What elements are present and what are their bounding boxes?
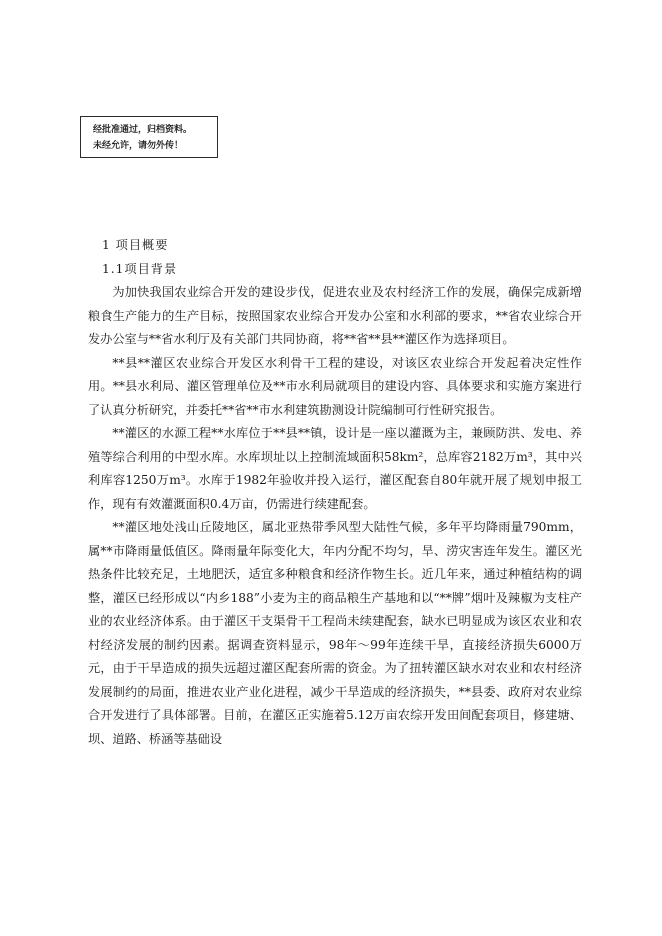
paragraph-3: **灌区的水源工程**水库位于**县**镇，设计是一座以灌溉为主，兼顾防洪、发电、养殖等综合利用的中型水库。水库坝址以上控制流域面积58km²，总库容2182万m³，其中兴利库容1250万m³。水库于1982年验收并投入运行，灌区配套自80年就开展了规划申报工作，现有有效灌溉面积0.4万亩，仍需进行续建配套。 bbox=[88, 426, 582, 511]
section-subheading: 1.1项目背景 bbox=[102, 261, 178, 276]
notice-line-2: 未经允许，请勿外传！ bbox=[93, 141, 184, 151]
confidential-notice-box bbox=[80, 116, 218, 158]
paragraph-4: **灌区地处浅山丘陵地区，属北亚热带季风型大陆性气候，多年平均降雨量790mm，属**市降雨量低值区。降雨量年际变化大，年内分配不均匀，旱、涝灾害连年发生。灌区光热条件比较充足，土地肥沃，适宜多种粮食和经济作物生长。近几年来，通过种植结构的调整，灌区已经形成以“内乡188”小麦为主的商品粮生产基地和以“**牌”烟叶及辣椒为支柱产业的农业经济体系。由于灌区干支渠骨干工程尚未续建配套，缺水已明显成为该区农业和农村经济发展的制约因素。据调查资料显示，98年～99年连续干旱，直接经济损失6000万元，由于干旱造成的损失远超过灌区配套所需的资金。为了扭转灌区缺水对农业和农村经济发展制约的局面，推进农业产业化进程，减少干旱造成的经济损失，**县委、政府对农业综合开发进行了具体部署。目前，在灌区正实施着5.12万亩农综开发田间配套项目，修建塘、坝、道路、桥涵等基础设 bbox=[88, 520, 582, 746]
paragraph-1: 为加快我国农业综合开发的建设步伐，促进农业及农村经济工作的发展，确保完成新增粮食生产能力的生产目标，按照国家农业综合开发办公室和水利部的要求，**省农业综合开发办公室与**省水利厅及有关部门共同协商，将**省**县**灌区作为选择项目。 bbox=[88, 285, 582, 346]
paragraph-2: **县**灌区农业综合开发区水利骨干工程的建设，对该区农业综合开发起着决定性作用。**县水利局、灌区管理单位及**市水利局就项目的建设内容、具体要求和实施方案进行了认真分析研究，并委托**省**市水利建筑勘测设计院编制可行性研究报告。 bbox=[88, 355, 582, 417]
section-heading: 1 项目概要 bbox=[102, 238, 169, 252]
document-body bbox=[88, 234, 582, 751]
notice-line-1: 经批准通过，归档资料。 bbox=[93, 125, 193, 135]
